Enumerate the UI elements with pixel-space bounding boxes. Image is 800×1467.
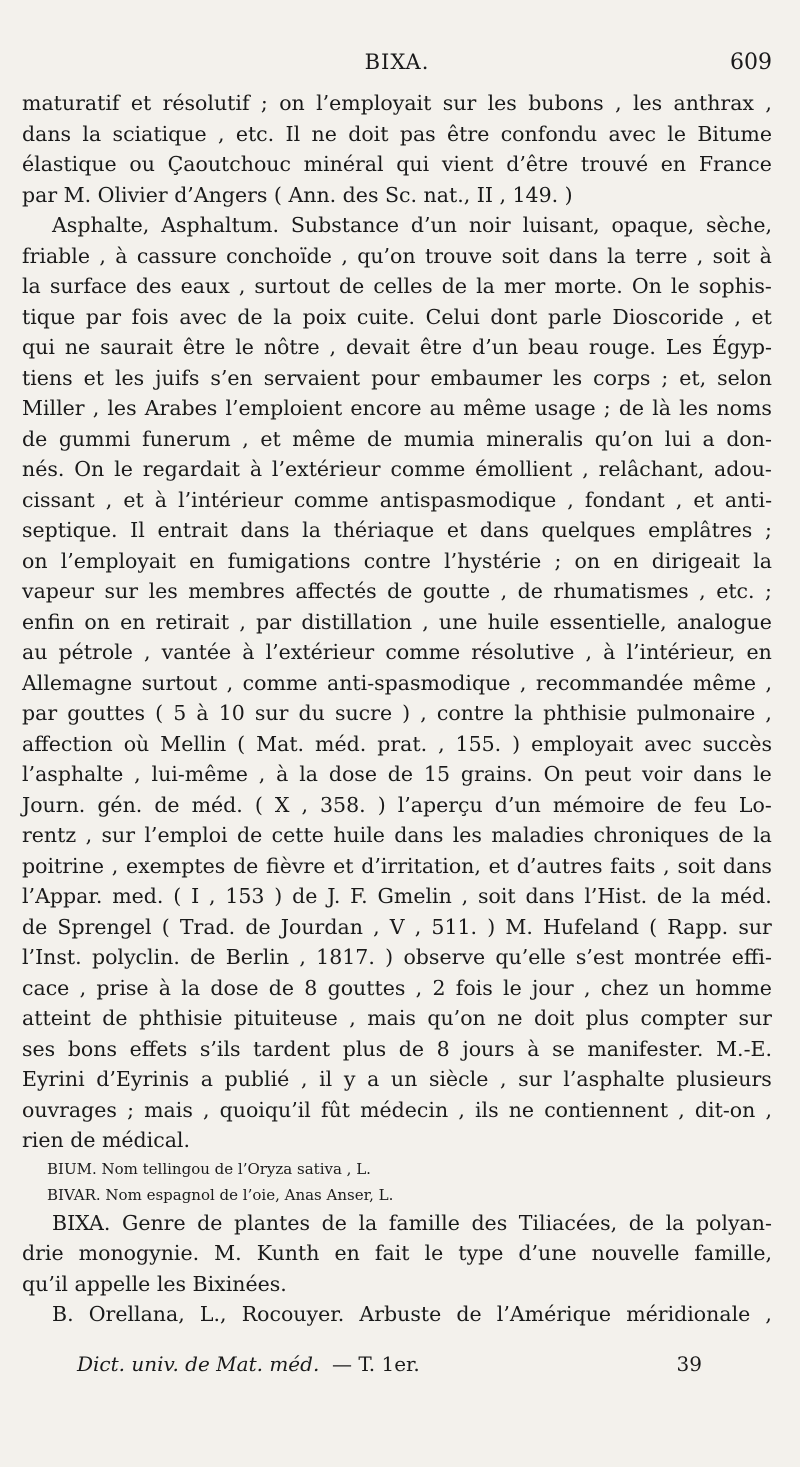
page-number: 609 [730, 50, 772, 75]
footer-sheet-number: 39 [676, 1352, 702, 1376]
text-line: B. Orellana, L., Rocouyer. Arbuste de l’Amérique méridionale , [52, 1302, 772, 1326]
text-line: enfin on en retirait , par distillation , une huile essentielle, analogue [22, 609, 772, 634]
text-line: qu’il appelle les Bixinées. [22, 1271, 287, 1296]
small-entry: BIVAR. Nom espagnol de l’oie, Anas Anser, L. [47, 1185, 394, 1204]
text-line: poitrine , exemptes de fièvre et d’irritation, et d’autres faits , soit dans [22, 853, 772, 878]
text-line: friable , à cassure conchoïde , qu’on trouve soit dans la terre , soit à [22, 243, 772, 268]
running-header [22, 50, 772, 80]
text-line: vapeur sur les membres affectés de goutte , de rhumatismes , etc. ; [22, 579, 772, 603]
text-line: l’asphalte , lui-même , à la dose de 15 grains. On peut voir dans le [22, 762, 772, 786]
text-line: qui ne saurait être le nôtre , devait être d’un beau rouge. Les Égyp- [22, 335, 772, 359]
text-line: nés. On le regardait à l’extérieur comme émollient , relâchant, adou- [22, 457, 772, 481]
text-line: rentz , sur l’emploi de cette huile dans les maladies chroniques de la [22, 823, 772, 847]
text-line: de gummi funerum , et même de mumia mineralis qu’on lui a don- [22, 426, 772, 451]
text-line: rien de médical. [22, 1128, 191, 1152]
text-line: tique par fois avec de la poix cuite. Celui dont parle Dioscoride , et [22, 304, 772, 329]
text-line: Journ. gén. de méd. ( X , 358. ) l’aperçu d’un mémoire de feu Lo- [22, 792, 772, 817]
text-line: BIXA. Genre de plantes de la famille des Tiliacées, de la polyan- [52, 1210, 772, 1235]
text-line: la surface des eaux , surtout de celles de la mer morte. On le sophis- [22, 274, 772, 298]
text-line: atteint de phthisie pituiteuse , mais qu’on ne doit plus compter sur [22, 1006, 772, 1030]
running-title: BIXA. [364, 50, 430, 74]
text-line: par gouttes ( 5 à 10 sur du sucre ) , contre la phthisie pulmonaire , [22, 701, 772, 725]
text-line: on l’employait en fumigations contre l’hystérie ; on en dirigeait la [22, 548, 772, 573]
signature-footer [22, 1352, 772, 1386]
text-line: tiens et les juifs s’en servaient pour embaumer les corps ; et, selon [22, 365, 772, 390]
text-line: Asphalte, Asphaltum. Substance d’un noir luisant, opaque, sèche, [52, 213, 772, 237]
text-line: par M. Olivier d’Angers ( Ann. des Sc. nat., II , 149. ) [22, 182, 573, 207]
text-line: dans la sciatique , etc. Il ne doit pas être confondu avec le Bitume [22, 121, 772, 146]
asphalte-paragraphs [22, 88, 772, 1156]
text-line: maturatif et résolutif ; on l’employait sur les bubons , les anthrax , [22, 91, 772, 115]
text-line: septique. Il entrait dans la thériaque et dans quelques emplâtres ; [22, 518, 772, 542]
text-line: de Sprengel ( Trad. de Jourdan , V , 511. ) M. Hufeland ( Rapp. sur [22, 914, 772, 939]
text-line: ses bons effets s’ils tardent plus de 8 jours à se manifester. M.-E. [22, 1036, 772, 1061]
small-entries [22, 1156, 772, 1208]
small-entry: BIUM. Nom tellingou de l’Oryza sativa , L. [47, 1159, 371, 1178]
body-text [22, 88, 772, 1330]
text-line: cace , prise à la dose de 8 gouttes , 2 fois le jour , chez un homme [22, 975, 772, 1000]
text-line: au pétrole , vantée à l’extérieur comme résolutive , à l’intérieur, en [22, 640, 772, 664]
footer-signature: Dict. univ. de Mat. méd. — T. 1er. [77, 1352, 420, 1376]
text-line: l’Inst. polyclin. de Berlin , 1817. ) observe qu’elle s’est montrée effi- [22, 945, 772, 969]
text-line: drie monogynie. M. Kunth en fait le type d’une nouvelle famille, [22, 1241, 772, 1265]
text-line: affection où Mellin ( Mat. méd. prat. , 155. ) employait avec succès [22, 731, 772, 756]
text-line: élastique ou Çaoutchouc minéral qui vient d’être trouvé en France [22, 152, 772, 176]
text-line: Miller , les Arabes l’emploient encore au même usage ; de là les noms [22, 396, 772, 420]
text-line: Eyrini d’Eyrinis a publié , il y a un siècle , sur l’asphalte plusieurs [22, 1067, 772, 1091]
text-line: ouvrages ; mais , quoiqu’il fût médecin , ils ne contiennent , dit-on , [22, 1097, 772, 1122]
text-line: cissant , et à l’intérieur comme antispasmodique , fondant , et anti- [22, 487, 772, 512]
bixa-entry [22, 1208, 772, 1330]
text-line: l’Appar. med. ( I , 153 ) de J. F. Gmelin , soit dans l’Hist. de la méd. [22, 884, 772, 908]
text-line: Allemagne surtout , comme anti-spasmodique , recommandée même , [22, 670, 772, 695]
